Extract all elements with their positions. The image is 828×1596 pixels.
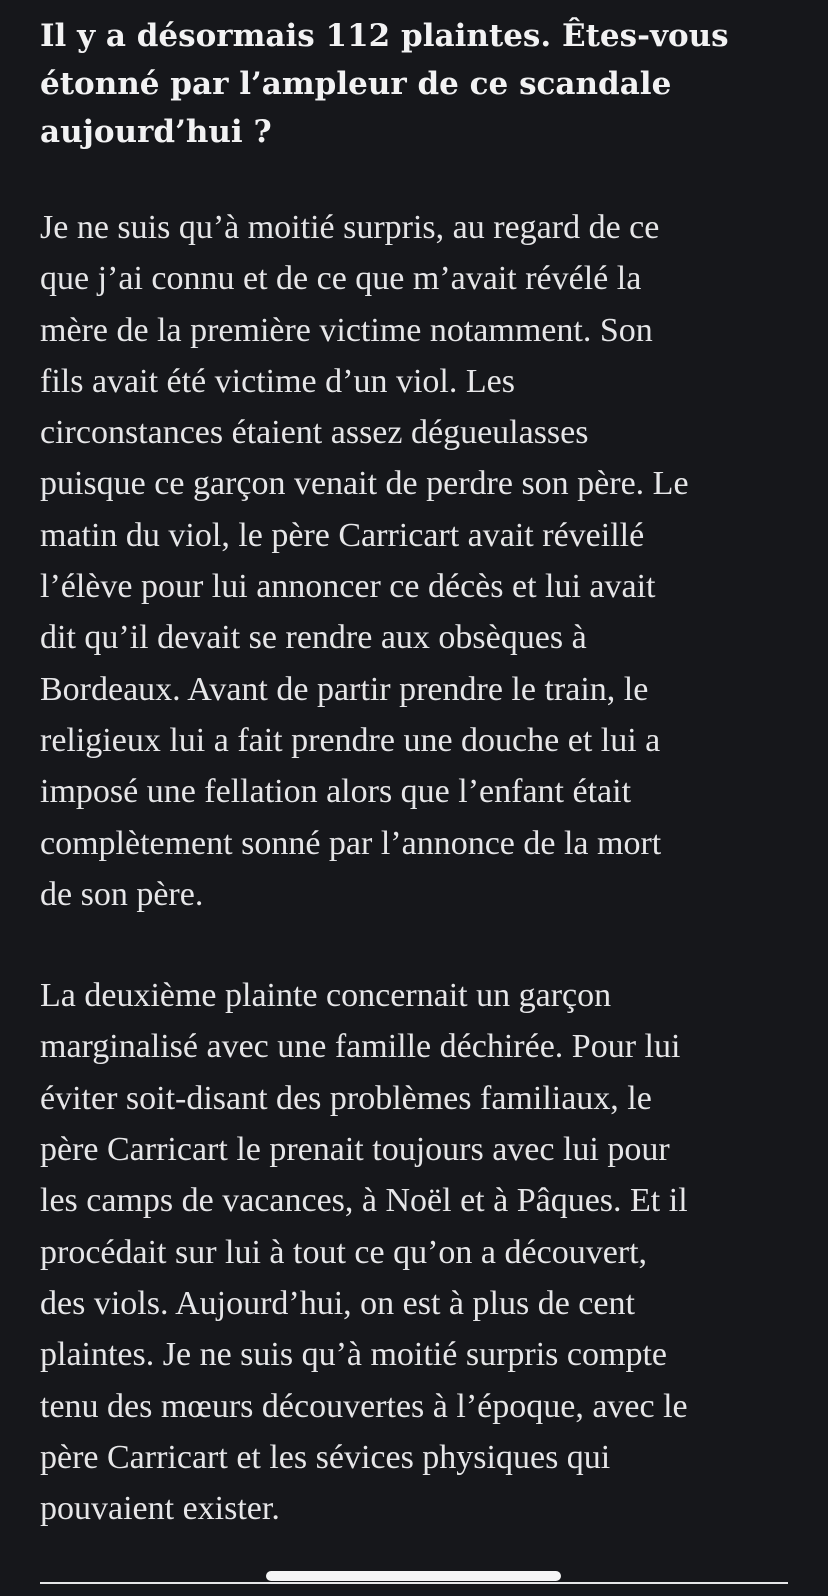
paragraph-line: père Carricart le prenait toujours avec lui pour (40, 1131, 670, 1169)
paragraph-line: éviter soit-disant des problèmes familiaux, le (40, 1079, 652, 1117)
paragraph-line: des viols. Aujourd’hui, on est à plus de cent (40, 1284, 635, 1322)
paragraph-line: plaintes. Je ne suis qu’à moitié surpris compte (40, 1336, 667, 1374)
answer-paragraph-1 (40, 202, 800, 920)
interview-question (40, 12, 800, 156)
paragraph-line: que j’ai connu et de ce que m’avait révélé la (40, 260, 642, 298)
paragraph-line: de son père. (40, 875, 204, 913)
question-line: étonné par l’ampleur de ce scandale (40, 66, 672, 102)
paragraph-line: père Carricart et les sévices physiques qui (40, 1438, 611, 1476)
question-line: aujourd’hui ? (40, 114, 272, 150)
section-divider (40, 1582, 788, 1584)
paragraph-line: matin du viol, le père Carricart avait réveillé (40, 516, 645, 554)
paragraph-line: pouvaient exister. (40, 1490, 280, 1528)
paragraph-line: complètement sonné par l’annonce de la mort (40, 824, 662, 862)
paragraph-line: dit qu’il devait se rendre aux obsèques à (40, 619, 587, 657)
paragraph-line: marginalisé avec une famille déchirée. Pour lui (40, 1028, 681, 1066)
paragraph-line: tenu des mœurs découvertes à l’époque, avec le (40, 1387, 688, 1425)
home-indicator[interactable] (266, 1571, 561, 1581)
paragraph-line: La deuxième plainte concernait un garçon (40, 977, 612, 1015)
paragraph-line: Bordeaux. Avant de partir prendre le train, le (40, 670, 649, 708)
paragraph-line: les camps de vacances, à Noël et à Pâques. Et il (40, 1182, 688, 1220)
article-body (40, 12, 800, 1534)
paragraph-line: Je ne suis qu’à moitié surpris, au regard de ce (40, 209, 660, 246)
paragraph-line: religieux lui a fait prendre une douche et lui a (40, 721, 661, 759)
paragraph-line: circonstances étaient assez dégueulasses (40, 414, 589, 452)
paragraph-line: mère de la première victime notamment. Son (40, 311, 653, 349)
paragraph-line: fils avait été victime d’un viol. Les (40, 362, 515, 400)
paragraph-line: imposé une fellation alors que l’enfant était (40, 773, 632, 811)
question-line: Il y a désormais 112 plaintes. Êtes-vous (40, 18, 729, 54)
paragraph-line: procédait sur lui à tout ce qu’on a découvert, (40, 1233, 648, 1271)
answer-paragraph-2 (40, 970, 800, 1534)
paragraph-line: puisque ce garçon venait de perdre son père. Le (40, 465, 689, 503)
paragraph-line: l’élève pour lui annoncer ce décès et lui avait (40, 568, 656, 606)
